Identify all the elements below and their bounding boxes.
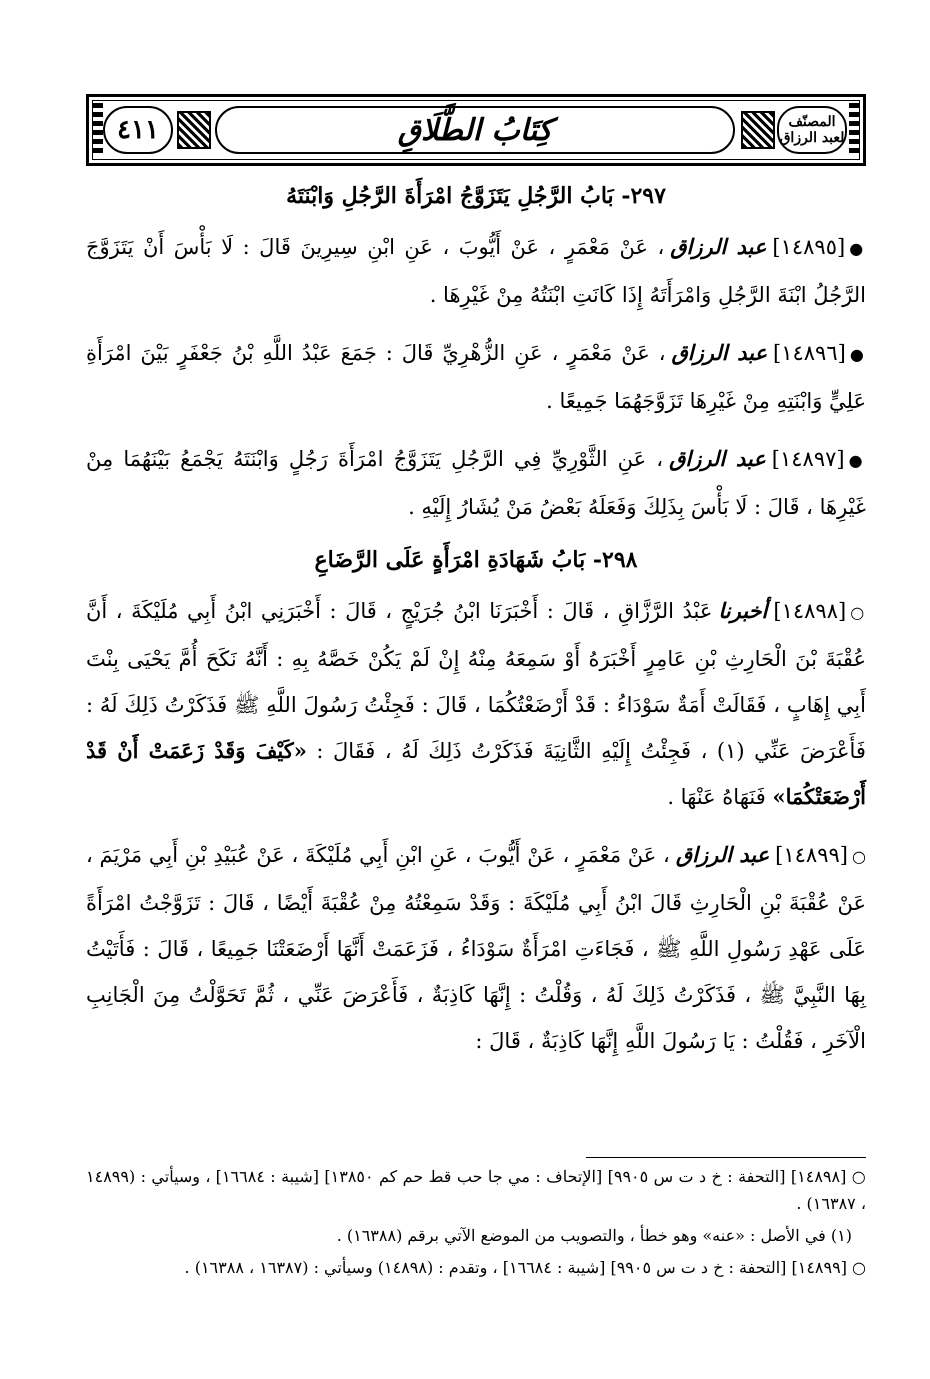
chapter-heading: ٢٩٨- بَابُ شَهَادَةِ امْرَأَةٍ عَلَى الرَّضَاعِ <box>314 547 638 573</box>
footnote-reference: ○ [١٤٨٩٩] [التحفة : خ د ت س ٩٩٠٥] [شيبة : ١٦٦٨٤] ، وتقدم : (١٤٨٩٨) وسيأتي : (١٦٣٨٧ ، ١٦٣٨٨) . <box>184 1258 866 1277</box>
hadith-text: ، عَنْ مَعْمَرٍ ، عَنِ الزُّهْرِيِّ قَالَ : جَمَعَ عَبْدُ اللَّهِ بْنُ جَعْفَرٍ بَيْنَ امْرَأَةِ عَلِيٍّ وَابْنَتِهِ مِنْ غَيْرِهَا تَزَوَّجَهُمَا جَمِيعًا . <box>86 341 866 413</box>
hadith-tail: فَنَهَاهُ عَنْهَا . <box>667 785 766 809</box>
hadith-number: [١٤٨٩٦] <box>773 341 846 365</box>
footnote-reference: ○ [١٤٨٩٨] [التحفة : خ د ت س ٩٩٠٥] [الإتحاف : مي جا حب قط حم كم ١٣٨٥٠] [شيبة : ١٦٦٨٤] ، وسيأتي : (١٤٨٩٩ ، ١٦٣٨٧) . <box>86 1167 867 1213</box>
ornament-right <box>741 111 775 149</box>
narrator-name: عبد الرزاق <box>670 234 767 259</box>
title-cartouche <box>215 106 735 154</box>
header-pattern-left <box>93 103 103 157</box>
bullet-marker: ● <box>849 345 866 364</box>
hadith-entry <box>86 832 866 1064</box>
narrator-name: عبد الرزاق <box>675 842 770 867</box>
footnote-divider <box>586 1157 866 1158</box>
main-text <box>86 170 866 1076</box>
book-logo: المصنّف لعبد الرزاق <box>779 114 845 146</box>
prophetic-quote: «كَيْفَ وَقَدْ زَعَمَتْ أَنْ قَدْ أَرْضَعَتْكُمَا» <box>86 738 866 809</box>
hadith-entry <box>86 330 866 424</box>
hadith-text: ، عَنِ الثَّوْرِيِّ فِي الرَّجُلِ يَتَزَوَّجُ امْرَأَةَ رَجُلٍ وَابْنَتَهُ يَجْمَعُ بَيْنَهُمَا مِنْ غَيْرِهَا ، قَالَ : لَا بَأْسَ بِذَلِكَ وَفَعَلَهُ بَعْضُ مَنْ يُشَارُ إِلَيْهِ . <box>86 447 866 519</box>
page-header <box>86 94 866 166</box>
hadith-entry <box>86 436 866 530</box>
circle-marker: ○ <box>851 847 866 866</box>
hadith-number: [١٤٨٩٧] <box>771 447 845 471</box>
bullet-marker: ● <box>848 451 866 470</box>
bullet-marker: ● <box>849 239 866 258</box>
hadith-number: [١٤٨٩٩] <box>775 843 848 867</box>
page-number: ٤١١ <box>117 115 159 145</box>
footnotes <box>86 1163 866 1286</box>
hadith-number: [١٤٨٩٨] <box>773 599 847 623</box>
hadith-text: ، عَنْ مَعْمَرٍ ، عَنْ أَيُّوبَ ، عَنِ ابْنِ أَبِي مُلَيْكَةَ ، عَنْ عُبَيْدِ بْنِ أَبِي مَرْيَمَ ، عَنْ عُقْبَةَ بْنِ الْحَارِثِ قَالَ ابْنُ أَبِي مُلَيْكَةَ : وَقَدْ سَمِعْتُهُ مِنْ عُقْبَةَ أَيْضًا ، قَالَ : تَزَوَّجْتُ امْرَأَةً عَلَى عَهْدِ رَسُولِ اللَّهِ ﷺ ، فَجَاءَتِ امْرَأَةٌ سَوْدَاءُ ، فَزَعَمَتْ أَنَّهَا أَرْضَعَتْنَا جَمِيعًا ، قَالَ : فَأَتَيْتُ بِهَا النَّبِيَّ ﷺ ، فَذَكَرْتُ ذَلِكَ لَهُ ، وَقُلْتُ : إِنَّهَا كَاذِبَةٌ ، فَأَعْرَضَ عَنِّي ، ثُمَّ تَحَوَّلْتُ مِنَ الْجَانِبِ الْآخَرِ ، فَقُلْتُ : يَا رَسُولَ اللَّهِ إِنَّهَا كَاذِبَةٌ ، قَالَ : <box>86 843 866 1053</box>
hadith-entry <box>86 588 866 820</box>
circle-marker: ○ <box>850 603 866 622</box>
hadith-entry <box>86 224 866 318</box>
hadith-text: ، عَنْ مَعْمَرٍ ، عَنْ أَيُّوبَ ، عَنِ ابْنِ سِيرِينَ قَالَ : لَا بَأْسَ أَنْ يَتَزَوَّجَ الرَّجُلُ ابْنَةَ الرَّجُلِ وَامْرَأَتَهُ إِذَا كَانَتِ ابْنَتُهُ مِنْ غَيْرِهَا . <box>86 235 866 307</box>
hadith-number: [١٤٨٩٥] <box>772 235 846 259</box>
footnote-numbered: (١) في الأصل : «عنه» وهو خطأ ، والتصويب من الموضع الآتي برقم (١٦٣٨٨) . <box>336 1226 852 1245</box>
logo-cartouche <box>777 106 847 154</box>
narrator-name: أخبرنا <box>718 598 768 623</box>
header-pattern-right <box>849 103 859 157</box>
narrator-name: عبد الرزاق <box>671 340 767 365</box>
hadith-text: عَبْدُ الرَّزَّاقِ ، قَالَ : أَخْبَرَنَا ابْنُ جُرَيْجٍ ، قَالَ : أَخْبَرَنِي ابْنُ أَبِي مُلَيْكَةَ ، أَنَّ عُقْبَةَ بْنَ الْحَارِثِ بْنِ عَامِرٍ أَخْبَرَهُ أَوْ سَمِعَهُ مِنْهُ إِنْ لَمْ يَكُنْ خَصَّهُ بِهِ : أَنَّهُ نَكَحَ أُمَّ يَحْيَى بِنْتَ أَبِي إِهَابٍ ، فَقَالَتْ أَمَةٌ سَوْدَاءُ : قَدْ أَرْضَعْتُكُمَا ، قَالَ : فَجِئْتُ رَسُولَ اللَّهِ ﷺ فَذَكَرْتُ ذَلِكَ لَهُ : فَأَعْرَضَ عَنِّي (١) ، فَجِئْتُ إِلَيْهِ الثَّانِيَةَ فَذَكَرْتُ ذَلِكَ لَهُ ، فَقَالَ : <box>86 599 866 763</box>
page-number-cartouche <box>103 106 173 154</box>
narrator-name: عبد الرزاق <box>669 446 766 471</box>
book-title: كِتَابُ الطَّلَاقِ <box>397 112 553 148</box>
chapter-heading: ٢٩٧- بَابُ الرَّجُلِ يَتَزَوَّجُ امْرَأَةَ الرَّجُلِ وَابْنَتَهُ <box>286 183 666 209</box>
ornament-left <box>177 111 211 149</box>
